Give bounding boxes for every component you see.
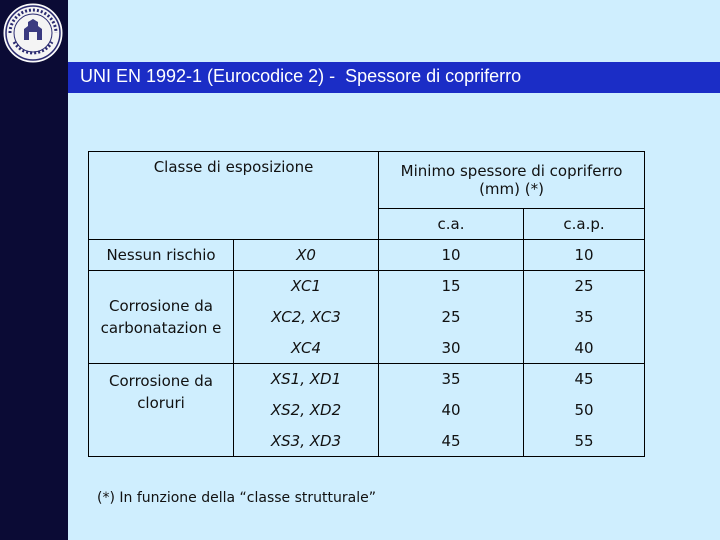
group-chlorides: Corrosione da cloruri	[89, 364, 234, 457]
header-min-cover: Minimo spessore di copriferro (mm) (*)	[379, 152, 645, 209]
exposure-class-cell: X0	[234, 240, 379, 271]
cover-cap-cell: 35	[524, 302, 645, 333]
cover-ca-cell: 40	[379, 395, 524, 426]
exposure-class-cell: XS2, XD2	[234, 395, 379, 426]
cover-ca-cell: 35	[379, 364, 524, 395]
exposure-class-cell: XC4	[234, 333, 379, 364]
cover-ca-cell: 25	[379, 302, 524, 333]
cover-thickness-table	[88, 151, 645, 457]
group-carbonation: Corrosione da carbonatazion e	[89, 271, 234, 364]
exposure-class-cell: XC1	[234, 271, 379, 302]
cover-cap-cell: 25	[524, 271, 645, 302]
exposure-class-cell: XS3, XD3	[234, 426, 379, 457]
left-sidebar	[0, 0, 68, 540]
slide-title: UNI EN 1992-1 (Eurocodice 2) - Spessore di copriferro	[80, 66, 522, 86]
cover-cap-cell: 55	[524, 426, 645, 457]
cover-cap-cell: 45	[524, 364, 645, 395]
exposure-class-cell: XC2, XC3	[234, 302, 379, 333]
group-none: Nessun rischio	[89, 240, 234, 271]
footnote: (*) In funzione della “classe strutturale”	[97, 490, 376, 506]
cover-cap-cell: 10	[524, 240, 645, 271]
cover-ca-cell: 10	[379, 240, 524, 271]
header-exposure-class: Classe di esposizione	[89, 152, 379, 240]
cover-cap-cell: 50	[524, 395, 645, 426]
cover-ca-cell: 30	[379, 333, 524, 364]
cover-cap-cell: 40	[524, 333, 645, 364]
university-seal-icon	[2, 2, 64, 64]
cover-ca-cell: 15	[379, 271, 524, 302]
subheader-ca: c.a.	[379, 209, 524, 240]
exposure-class-cell: XS1, XD1	[234, 364, 379, 395]
cover-ca-cell: 45	[379, 426, 524, 457]
subheader-cap: c.a.p.	[524, 209, 645, 240]
